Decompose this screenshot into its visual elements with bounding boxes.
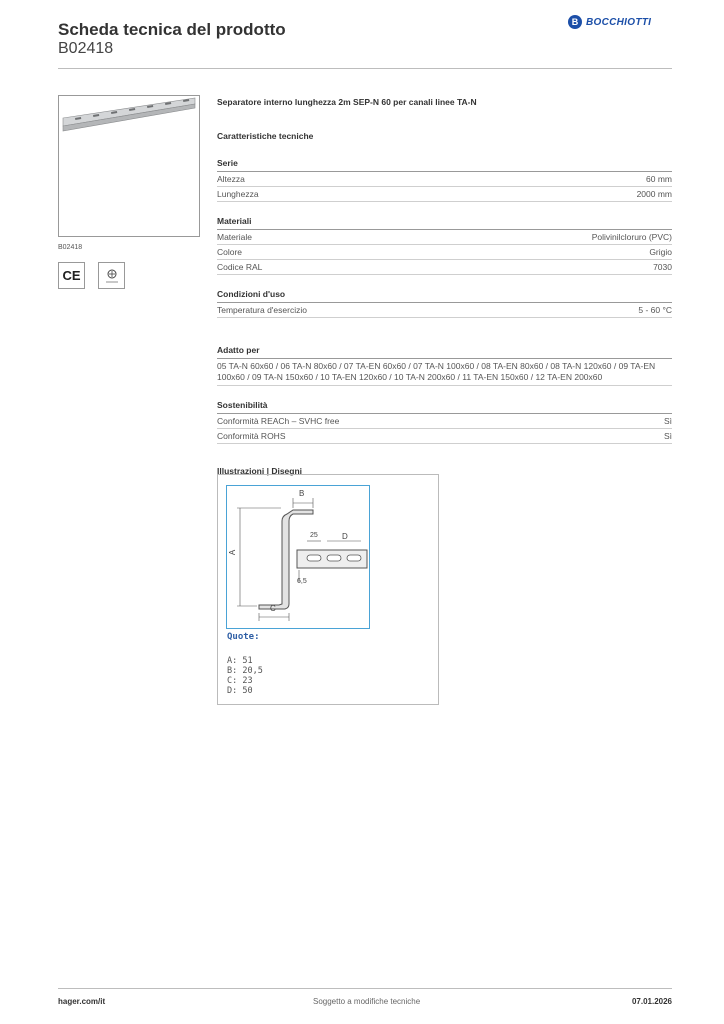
dim-label-25: 25 [310,532,318,539]
spec-value: Polivinilcloruro (PVC) [591,232,672,242]
quote-item: C: 23 [227,676,253,686]
spec-value: Sì [663,431,672,441]
header-divider [58,68,672,69]
spec-value: 7030 [653,262,672,272]
group-serie [217,158,672,202]
spec-label: Colore [217,247,243,257]
group-adatto [217,345,672,386]
quotes-title: Quote: [227,632,260,642]
spec-value: Sì [663,416,672,426]
quotes-list [227,656,263,696]
spec-label: Altezza [217,174,245,184]
spec-row [217,187,672,202]
dim-label-c: C [270,604,276,613]
group-condizioni [217,289,672,318]
group-title: Serie [217,158,672,172]
spec-row [217,260,672,275]
spec-row [217,230,672,245]
page-title: Scheda tecnica del prodotto [58,20,286,39]
compatible-list: 05 TA-N 60x60 / 06 TA-N 80x60 / 07 TA-EN 60x60 / 07 TA-N 100x60 / 08 TA-EN 80x60 / 08 TA-N 120x60 / 09 TA-EN 100x60 / 09 TA-N 150x60 / 10 TA-EN 120x60 / 10 TA-N 200x60 / 11 TA-EN 150x60 / 12 TA-EN 200x60 [217,359,672,386]
dim-label-a: A [228,549,238,556]
footer-divider [58,988,672,989]
spec-label: Temperatura d'esercizio [217,305,307,315]
group-title: Condizioni d'uso [217,289,672,303]
group-title: Materiali [217,216,672,230]
quote-item: D: 50 [227,686,253,696]
spec-label: Lunghezza [217,189,259,199]
spec-value: 2000 mm [636,189,672,199]
logo-text: BOCCHIOTTI [586,16,652,28]
spec-column [217,97,672,476]
spec-row [217,172,672,187]
footer-website: hager.com/it [58,997,106,1006]
spec-label: Conformità ROHS [217,431,286,441]
group-title: Adatto per [217,345,672,359]
quote-item: A: 51 [227,656,253,666]
product-image [58,95,200,237]
product-description: Separatore interno lunghezza 2m SEP-N 60 per canali linee TA-N [217,97,477,107]
group-title: Sostenibilità [217,400,672,414]
spec-value: Grigio [649,247,672,257]
spec-row [217,414,672,429]
spec-value: 5 - 60 °C [638,305,672,315]
imq-mark-icon [98,262,125,289]
product-code: B02418 [58,40,114,57]
quote-item: B: 20,5 [227,666,263,676]
spec-label: Conformità REACh – SVHC free [217,416,340,426]
dim-label-d: D [342,532,348,541]
group-materiali [217,216,672,275]
spec-label: Codice RAL [217,262,263,272]
ce-mark-icon: CE [58,262,85,289]
footer-date: 07.01.2026 [631,997,672,1006]
footer-note: Soggetto a modifiche tecniche [313,997,421,1006]
spec-value: 60 mm [646,174,672,184]
brand-logo [568,15,651,29]
dim-label-65: 6,5 [297,578,307,585]
logo-mark-icon: B [568,15,582,29]
dim-label-b: B [299,489,305,498]
spec-row [217,303,672,318]
illustrations-heading: Illustrazioni | Disegni [217,466,303,476]
spec-label: Materiale [217,232,252,242]
technical-drawing [226,485,370,629]
tech-heading: Caratteristiche tecniche [217,131,314,141]
spec-row [217,429,672,444]
group-sostenibilita [217,400,672,444]
spec-row [217,245,672,260]
image-caption: B02418 [58,244,83,251]
separator-rail-icon [59,96,199,236]
